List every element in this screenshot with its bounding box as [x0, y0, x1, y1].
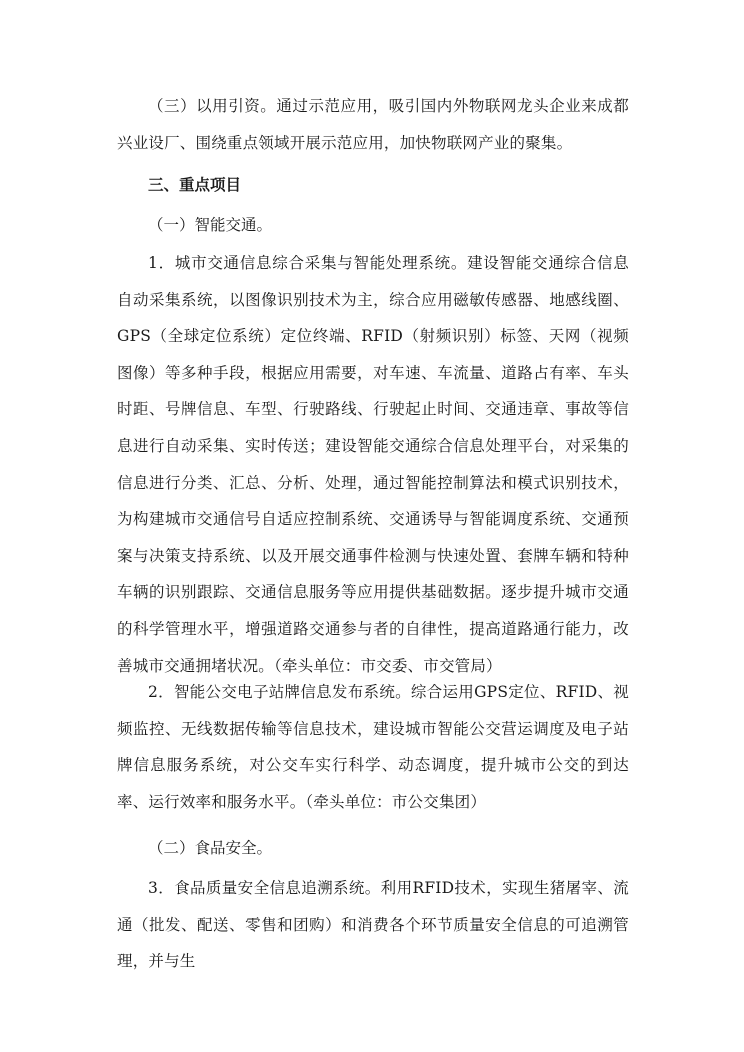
paragraph-food-traceability: 3．食品质量安全信息追溯系统。利用RFID技术，实现生猪屠宰、流通（批发、配送、零售和团购）和消费各个环节质量安全信息的可追溯管理，并与生	[117, 879, 629, 971]
paragraph-traffic-info-system: 1．城市交通信息综合采集与智能处理系统。建设智能交通综合信息自动采集系统，以图像识别技术为主，综合应用磁敏传感器、地感线圈、GPS（全球定位系统）定位终端、RFID（射频识别）标签、天网（视频图像）等多种手段，根据应用需要，对车速、车流量、道路占有率、车头时距、号牌信息、车型、行驶路线、行驶起止时间、交通违章、事故等信息进行自动采集、实时传送；建设智能交通综合信息处理平台，对采集的信息进行分类、汇总、分析、处理，通过智能控制算法和模式识别技术，为构建城市交通信号自适应控制系统、交通诱导与智能调度系统、交通预案与决策支持系统、以及开展交通事件检测与快速处置、套牌车辆和特种车辆的识别跟踪、交通信息服务等应用提供基础数据。逐步提升城市交通的科学管理水平，增强道路交通参与者的自律性，提高道路通行能力，改善城市交通拥堵状况。（牵头单位：市交委、市交管局）	[117, 254, 629, 675]
paragraph-attract-investment: （三）以用引资。通过示范应用，吸引国内外物联网龙头企业来成都兴业设厂、围绕重点领域开展示范应用，加快物联网产业的聚集。	[117, 97, 629, 152]
section-heading-key-projects: 三、重点项目	[148, 175, 242, 194]
subsection-heading-food-safety: （二）食品安全。	[148, 839, 273, 857]
subsection-heading-smart-traffic: （一）智能交通。	[148, 216, 273, 234]
paragraph-bus-station-system: 2．智能公交电子站牌信息发布系统。综合运用GPS定位、RFID、视频监控、无线数据传输等信息技术，建设城市智能公交营运调度及电子站牌信息服务系统，对公交车实行科学、动态调度，提升城市公交的到达率、运行效率和服务水平。（牵头单位：市公交集团）	[117, 683, 629, 811]
